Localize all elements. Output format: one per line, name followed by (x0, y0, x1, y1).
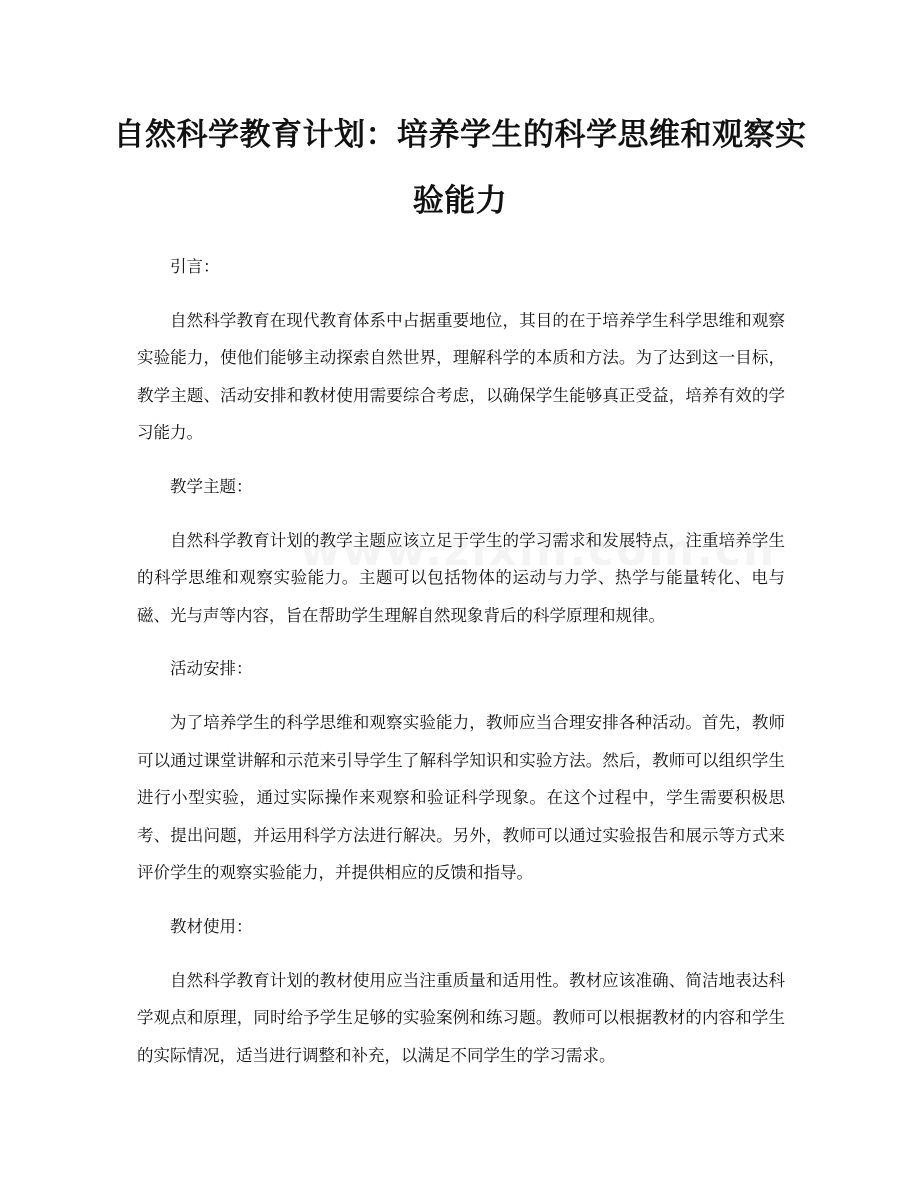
document-title: 自然科学教育计划：培养学生的科学思维和观察实验能力 (113, 117, 807, 219)
section-paragraph-teaching-theme: 自然科学教育计划的教学主题应该立足于学生的学习需求和发展特点，注重培养学生的科学思维和观察实验能力。主题可以包括物体的运动与力学、热学与能量转化、电与磁、光与声等内容，旨在帮助学生理解自然现象背后的科学原理和规律。 (137, 530, 785, 625)
section-paragraph-intro: 自然科学教育在现代教育体系中占据重要地位，其目的在于培养学生科学思维和观察实验能力，使他们能够主动探索自然世界，理解科学的本质和方法。为了达到这一目标，教学主题、活动安排和教材使用需要综合考虑，以确保学生能够真正受益，培养有效的学习能力。 (137, 310, 785, 443)
section-heading-teaching-theme: 教学主题： (170, 476, 253, 496)
document-body (137, 248, 785, 1090)
section-heading-materials: 教材使用： (170, 916, 253, 936)
section-paragraph-activities: 为了培养学生的科学思维和观察实验能力，教师应当合理安排各种活动。首先，教师可以通过课堂讲解和示范来引导学生了解科学知识和实验方法。然后，教师可以组织学生进行小型实验，通过实际操作来观察和验证科学现象。在这个过程中，学生需要积极思考、提出问题，并运用科学方法进行解决。另外，教师可以通过实验报告和展示等方式来评价学生的观察实验能力，并提供相应的反馈和指导。 (137, 712, 785, 883)
section-paragraph-materials: 自然科学教育计划的教材使用应当注重质量和适用性。教材应该准确、简洁地表达科学观点和原理，同时给予学生足够的实验案例和练习题。教师可以根据教材的内容和学生的实际情况，适当进行调整和补充，以满足不同学生的学习需求。 (137, 970, 785, 1065)
section-heading-intro: 引言： (170, 257, 220, 276)
section-heading-activities: 活动安排： (170, 659, 253, 679)
